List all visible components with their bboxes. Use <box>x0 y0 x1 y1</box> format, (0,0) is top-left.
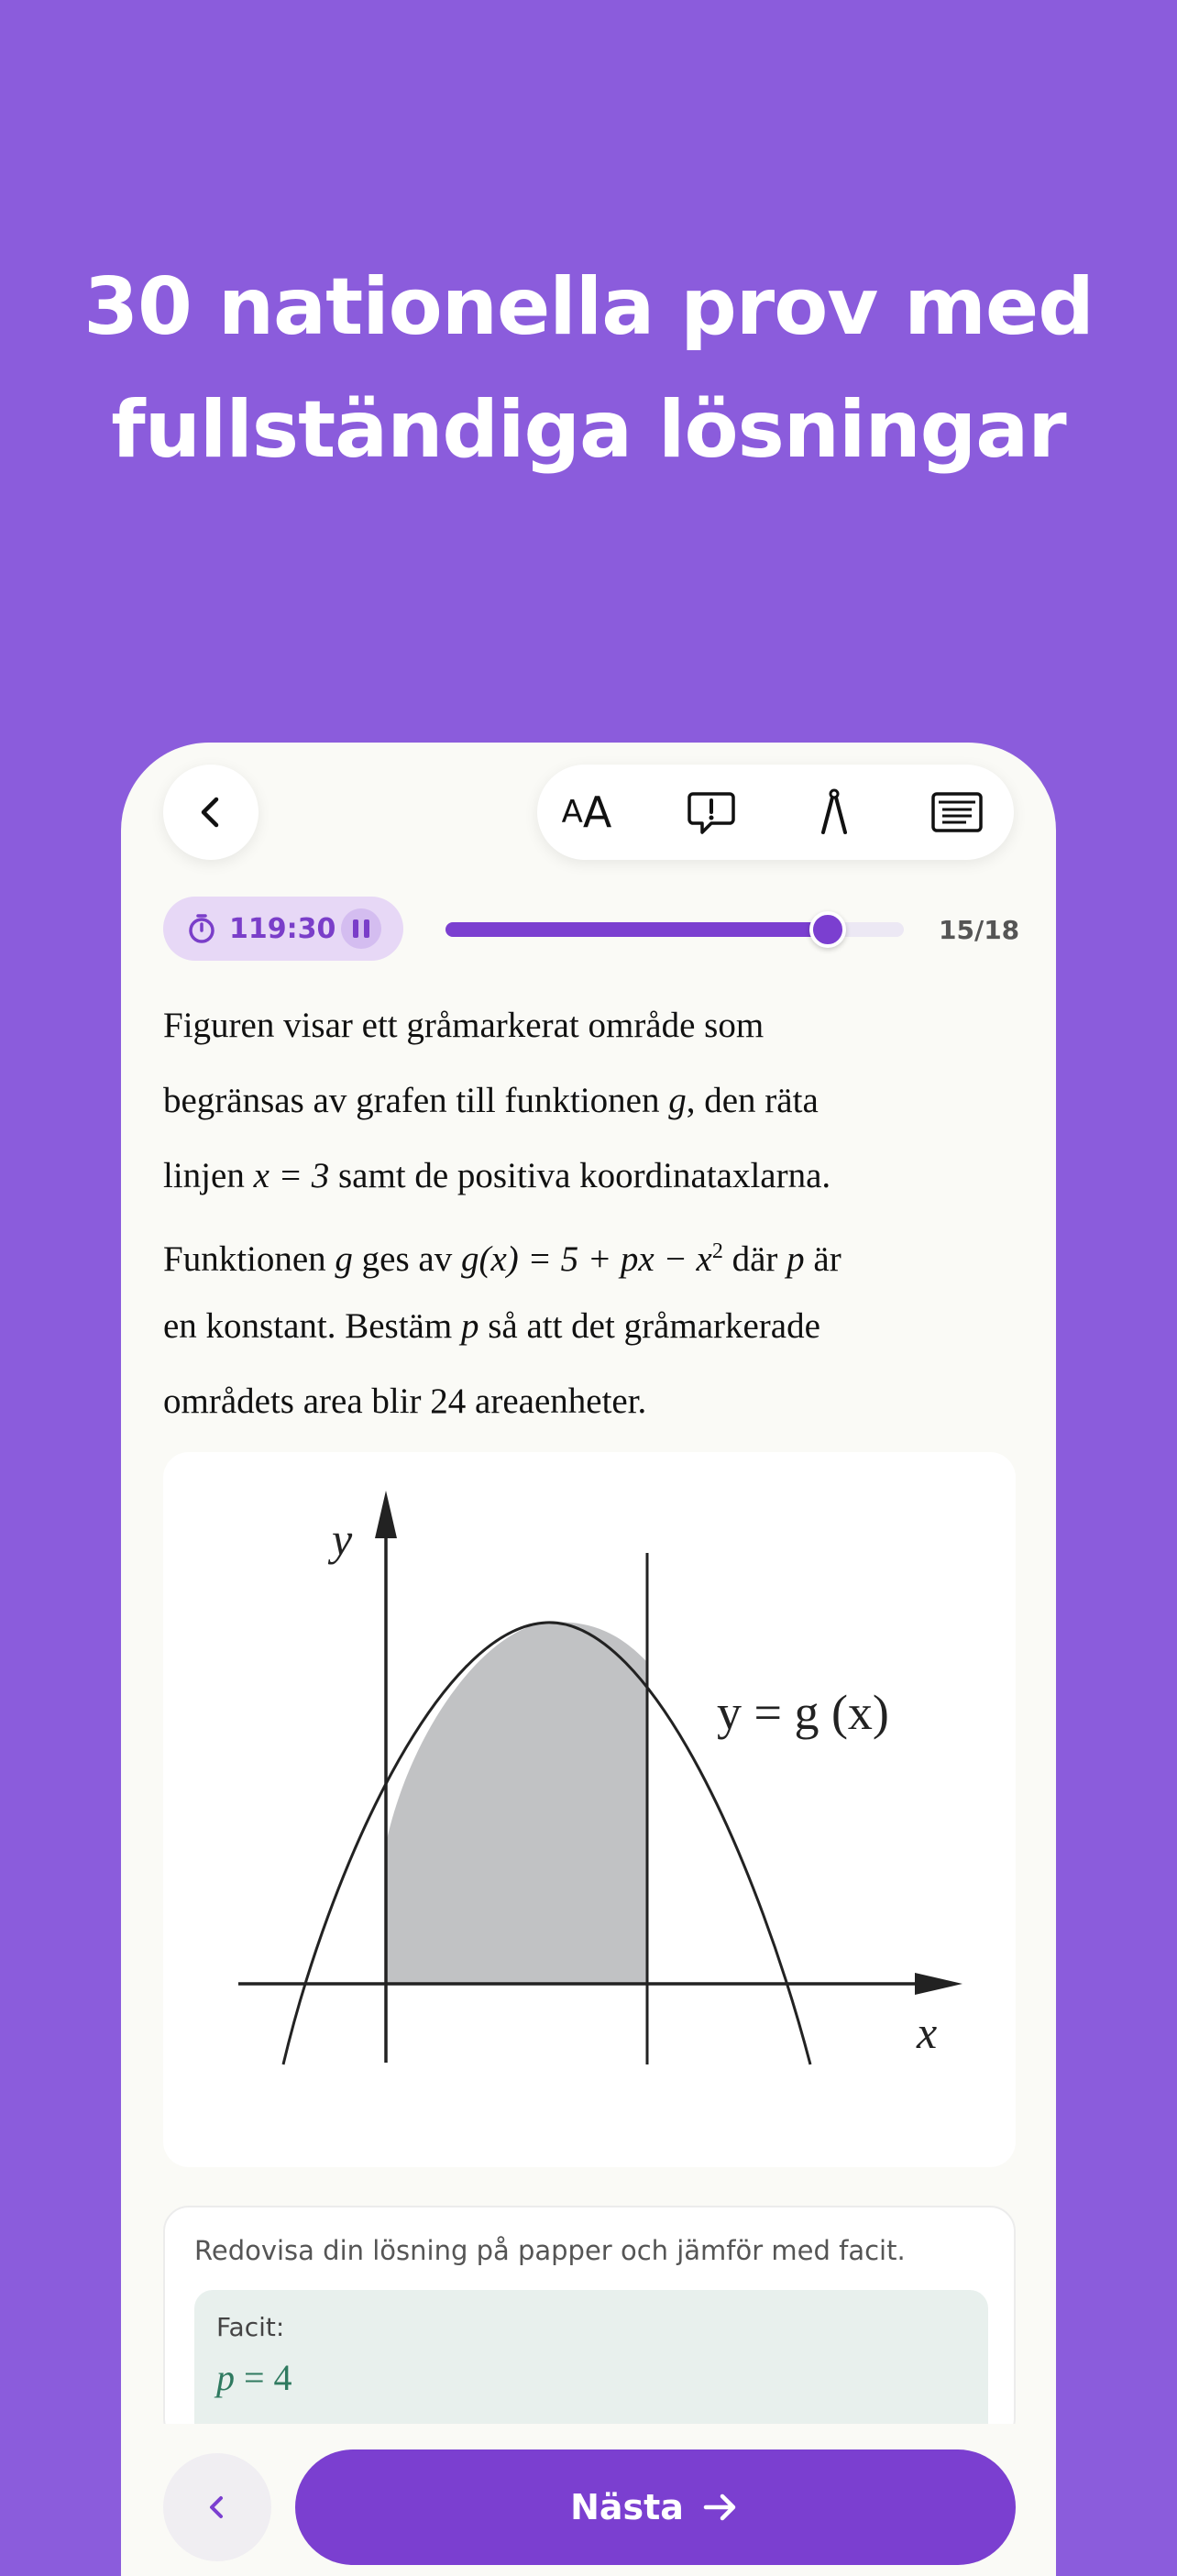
function-graph <box>163 1452 1016 2167</box>
pause-icon-bar-left <box>353 919 358 938</box>
font-size-button[interactable] <box>559 785 614 840</box>
pause-icon-bar-right <box>364 919 369 938</box>
headline-line-1: 30 nationella prov med <box>83 261 1094 353</box>
font-size-icon-large: A <box>582 787 612 837</box>
question-line: en konstant. Bestäm p så att det gråmarkerade <box>163 1306 820 1346</box>
y-axis-arrow <box>375 1491 397 1538</box>
y-axis-label: y <box>332 1514 353 1565</box>
phone-screen <box>121 743 1056 2576</box>
x-axis-arrow <box>915 1973 962 1995</box>
previous-button[interactable] <box>163 2453 271 2561</box>
timer-value: 119:30 <box>229 913 336 945</box>
timer <box>163 897 403 961</box>
compass-button[interactable] <box>807 785 862 840</box>
progress-thumb[interactable] <box>809 911 846 948</box>
chevron-left-icon <box>201 2491 234 2524</box>
headline <box>0 246 1177 491</box>
report-comment-icon <box>684 785 739 840</box>
headline-line-2: fullständiga lösningar <box>111 384 1066 476</box>
report-button[interactable] <box>684 785 739 840</box>
facit-box <box>194 2290 988 2444</box>
figure-card <box>163 1452 1016 2167</box>
question-line: områdets area blir 24 areaenheter. <box>163 1382 647 1421</box>
question-line: Funktionen g ges av g(x) = 5 + px − $x^2$ där p är <box>163 1239 842 1279</box>
facit-label: Facit: <box>216 2312 285 2342</box>
stopwatch-icon <box>185 912 218 945</box>
curve-label: y = g (x) <box>717 1685 889 1740</box>
question-line: begränsas av grafen till funktionen g, den räta <box>163 1081 819 1120</box>
compass-icon <box>807 785 862 840</box>
toolbar <box>537 765 1014 860</box>
question-text <box>163 988 1016 1439</box>
arrow-right-icon <box>700 2487 741 2527</box>
question-line: linjen x = 3 samt de positiva koordinataxlarna. <box>163 1156 831 1195</box>
back-button[interactable] <box>163 765 258 860</box>
formula-sheet-button[interactable] <box>930 785 984 840</box>
progress-fill <box>446 922 828 937</box>
formula-sheet-icon <box>930 785 984 840</box>
progress-slider[interactable] <box>446 922 904 937</box>
question-counter: 15/18 <box>939 915 1020 945</box>
question-line: Figuren visar ett gråmarkerat område som <box>163 1006 764 1045</box>
x-axis-label: x <box>917 2007 938 2058</box>
shaded-area <box>386 1622 647 1984</box>
pause-button[interactable] <box>341 908 381 949</box>
next-button-label: Nästa <box>570 2487 684 2527</box>
font-size-icon-small: A <box>561 794 583 831</box>
back-chevron-icon <box>192 794 229 831</box>
next-button[interactable] <box>295 2449 1016 2565</box>
answer-card <box>163 2206 1016 2444</box>
facit-value: p = 4 <box>216 2357 292 2398</box>
answer-instruction: Redovisa din lösning på papper och jämför med facit. <box>194 2235 906 2266</box>
